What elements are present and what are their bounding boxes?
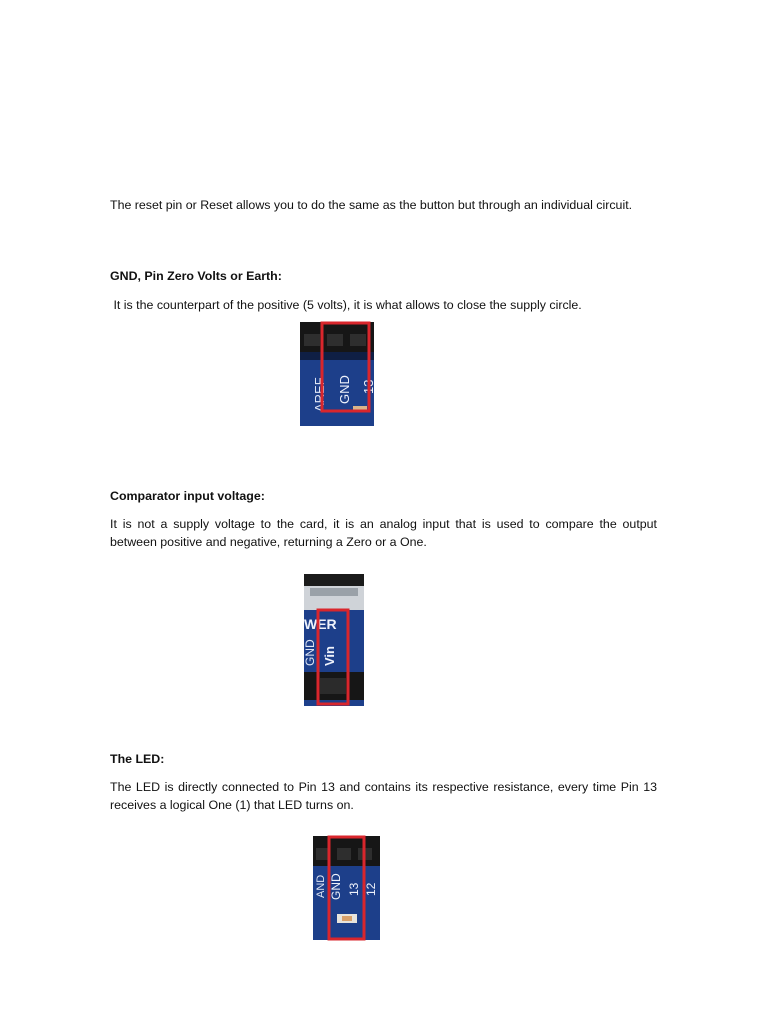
gnd-photo-label-aref: AREF xyxy=(312,377,327,412)
led-heading: The LED: xyxy=(110,752,165,766)
gnd-photo-label-13: 13 xyxy=(361,379,376,394)
gnd-pin-photo xyxy=(300,322,374,426)
led-photo-label-and: AND xyxy=(315,874,327,898)
led-photo-label-12: 12 xyxy=(364,882,378,896)
comparator-heading: Comparator input voltage: xyxy=(110,489,265,503)
gnd-body: It is the counterpart of the positive (5 volts), it is what allows to close the supply circle. xyxy=(110,298,582,312)
reset-paragraph: The reset pin or Reset allows you to do the same as the button but through an individual circuit. xyxy=(110,198,633,212)
vin-photo-label-gnd: GND xyxy=(303,639,317,666)
vin-photo-label-wer: WER xyxy=(304,616,337,632)
gnd-heading: GND, Pin Zero Volts or Earth: xyxy=(110,269,282,283)
led-body: The LED is directly connected to Pin 13 and contains its respective resistance, every time Pin 13 receives a logical One (1) that LED turns on. xyxy=(110,780,657,812)
vin-photo-label-vin: Vin xyxy=(322,646,337,666)
comparator-body: It is not a supply voltage to the card, it is an analog input that is used to compare the output between positive and negative, returning a Zero or a One. xyxy=(110,517,657,549)
led-photo-label-gnd: GND xyxy=(329,873,343,900)
vin-pin-photo xyxy=(304,574,364,706)
led-photo-label-13: 13 xyxy=(347,882,361,896)
led-photo xyxy=(313,836,380,940)
gnd-photo-label-gnd: GND xyxy=(337,375,352,404)
